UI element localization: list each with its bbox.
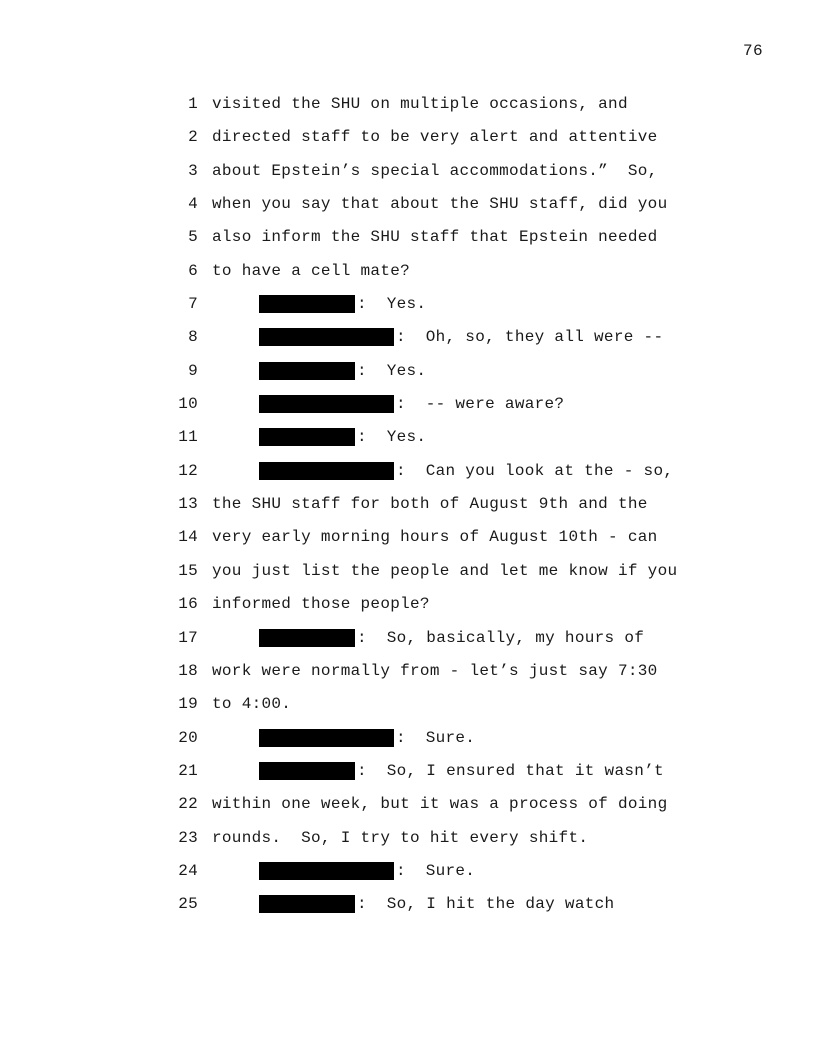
line-text: very early morning hours of August 10th - can [212,528,658,547]
redacted-speaker-name [259,462,394,480]
speaker-statement: : Yes. [357,295,427,314]
line-text: when you say that about the SHU staff, did you [212,195,668,214]
transcript-line [0,692,816,725]
redacted-speaker-name [259,362,355,380]
line-number: 16 [178,595,198,614]
line-number: 25 [178,895,198,914]
line-text: visited the SHU on multiple occasions, and [212,95,628,113]
transcript-line [0,92,816,125]
line-number: 11 [178,428,198,447]
transcript-line [0,425,816,458]
transcript-line [0,225,816,258]
redacted-speaker-name [259,395,394,413]
speaker-turn [259,892,614,916]
line-number: 12 [178,461,198,480]
transcript-line [0,792,816,825]
line-number: 15 [178,561,198,580]
line-number: 2 [188,128,198,147]
speaker-statement: : Oh, so, they all were -- [396,328,664,347]
redacted-speaker-name [259,328,394,346]
line-number: 5 [188,228,198,247]
transcript-line [0,125,816,158]
line-number: 3 [188,161,198,180]
line-text: rounds. So, I try to hit every shift. [212,828,589,847]
line-number: 17 [178,628,198,647]
line-text: also inform the SHU staff that Epstein needed [212,228,658,247]
speaker-statement: : So, I hit the day watch [357,895,615,914]
line-number: 1 [188,95,198,113]
line-text: to 4:00. [212,695,292,714]
speaker-statement: : So, basically, my hours of [357,628,645,647]
transcript-line [0,325,816,358]
transcript-line [0,459,816,492]
speaker-statement: : Yes. [357,428,427,447]
speaker-turn [259,859,475,883]
transcript-line [0,826,816,859]
redacted-speaker-name [259,629,355,647]
transcript-line [0,659,816,692]
transcript-line [0,759,816,792]
speaker-turn [259,626,644,650]
speaker-statement: : -- were aware? [396,395,565,414]
line-number: 9 [188,361,198,380]
speaker-turn [259,459,673,483]
speaker-statement: : So, I ensured that it wasn’t [357,761,664,780]
line-number: 23 [178,828,198,847]
line-number: 10 [178,395,198,414]
line-text: to have a cell mate? [212,261,411,280]
line-text: the SHU staff for both of August 9th and the [212,495,648,514]
transcript-line [0,392,816,425]
line-number: 24 [178,861,198,880]
line-text: informed those people? [212,595,430,614]
redacted-speaker-name [259,862,394,880]
redacted-speaker-name [259,295,355,313]
redacted-speaker-name [259,428,355,446]
line-number: 20 [178,728,198,747]
line-number: 4 [188,195,198,214]
line-text: directed staff to be very alert and attentive [212,128,658,147]
line-number: 6 [188,261,198,280]
transcript-body [0,92,816,926]
redacted-speaker-name [259,729,394,747]
line-number: 7 [188,295,198,314]
redacted-speaker-name [259,762,355,780]
transcript-line [0,859,816,892]
speaker-turn [259,759,664,783]
redacted-speaker-name [259,895,355,913]
transcript-line [0,726,816,759]
line-text: work were normally from - let’s just say 7:30 [212,661,658,680]
speaker-statement: : Sure. [396,861,476,880]
transcript-line [0,359,816,392]
transcript-line [0,192,816,225]
transcript-line [0,259,816,292]
speaker-turn [259,392,564,416]
transcript-line [0,626,816,659]
transcript-line [0,892,816,925]
line-number: 8 [188,328,198,347]
line-number: 13 [178,495,198,514]
transcript-line [0,159,816,192]
line-text: you just list the people and let me know if you [212,561,678,580]
transcript-line [0,492,816,525]
speaker-turn [259,325,663,349]
line-text: within one week, but it was a process of doing [212,795,668,814]
speaker-turn [259,425,426,449]
transcript-line [0,559,816,592]
page-number: 76 [742,42,763,60]
speaker-statement: : Yes. [357,361,427,380]
speaker-statement: : Sure. [396,728,476,747]
transcript-line [0,525,816,558]
speaker-turn [259,359,426,383]
transcript-line [0,292,816,325]
line-number: 18 [178,661,198,680]
line-number: 22 [178,795,198,814]
line-number: 19 [178,695,198,714]
line-number: 14 [178,528,198,547]
line-number: 21 [178,761,198,780]
speaker-turn [259,292,426,316]
line-text: about Epstein’s special accommodations.” So, [212,161,658,180]
transcript-line [0,592,816,625]
speaker-statement: : Can you look at the - so, [396,461,674,480]
speaker-turn [259,726,475,750]
